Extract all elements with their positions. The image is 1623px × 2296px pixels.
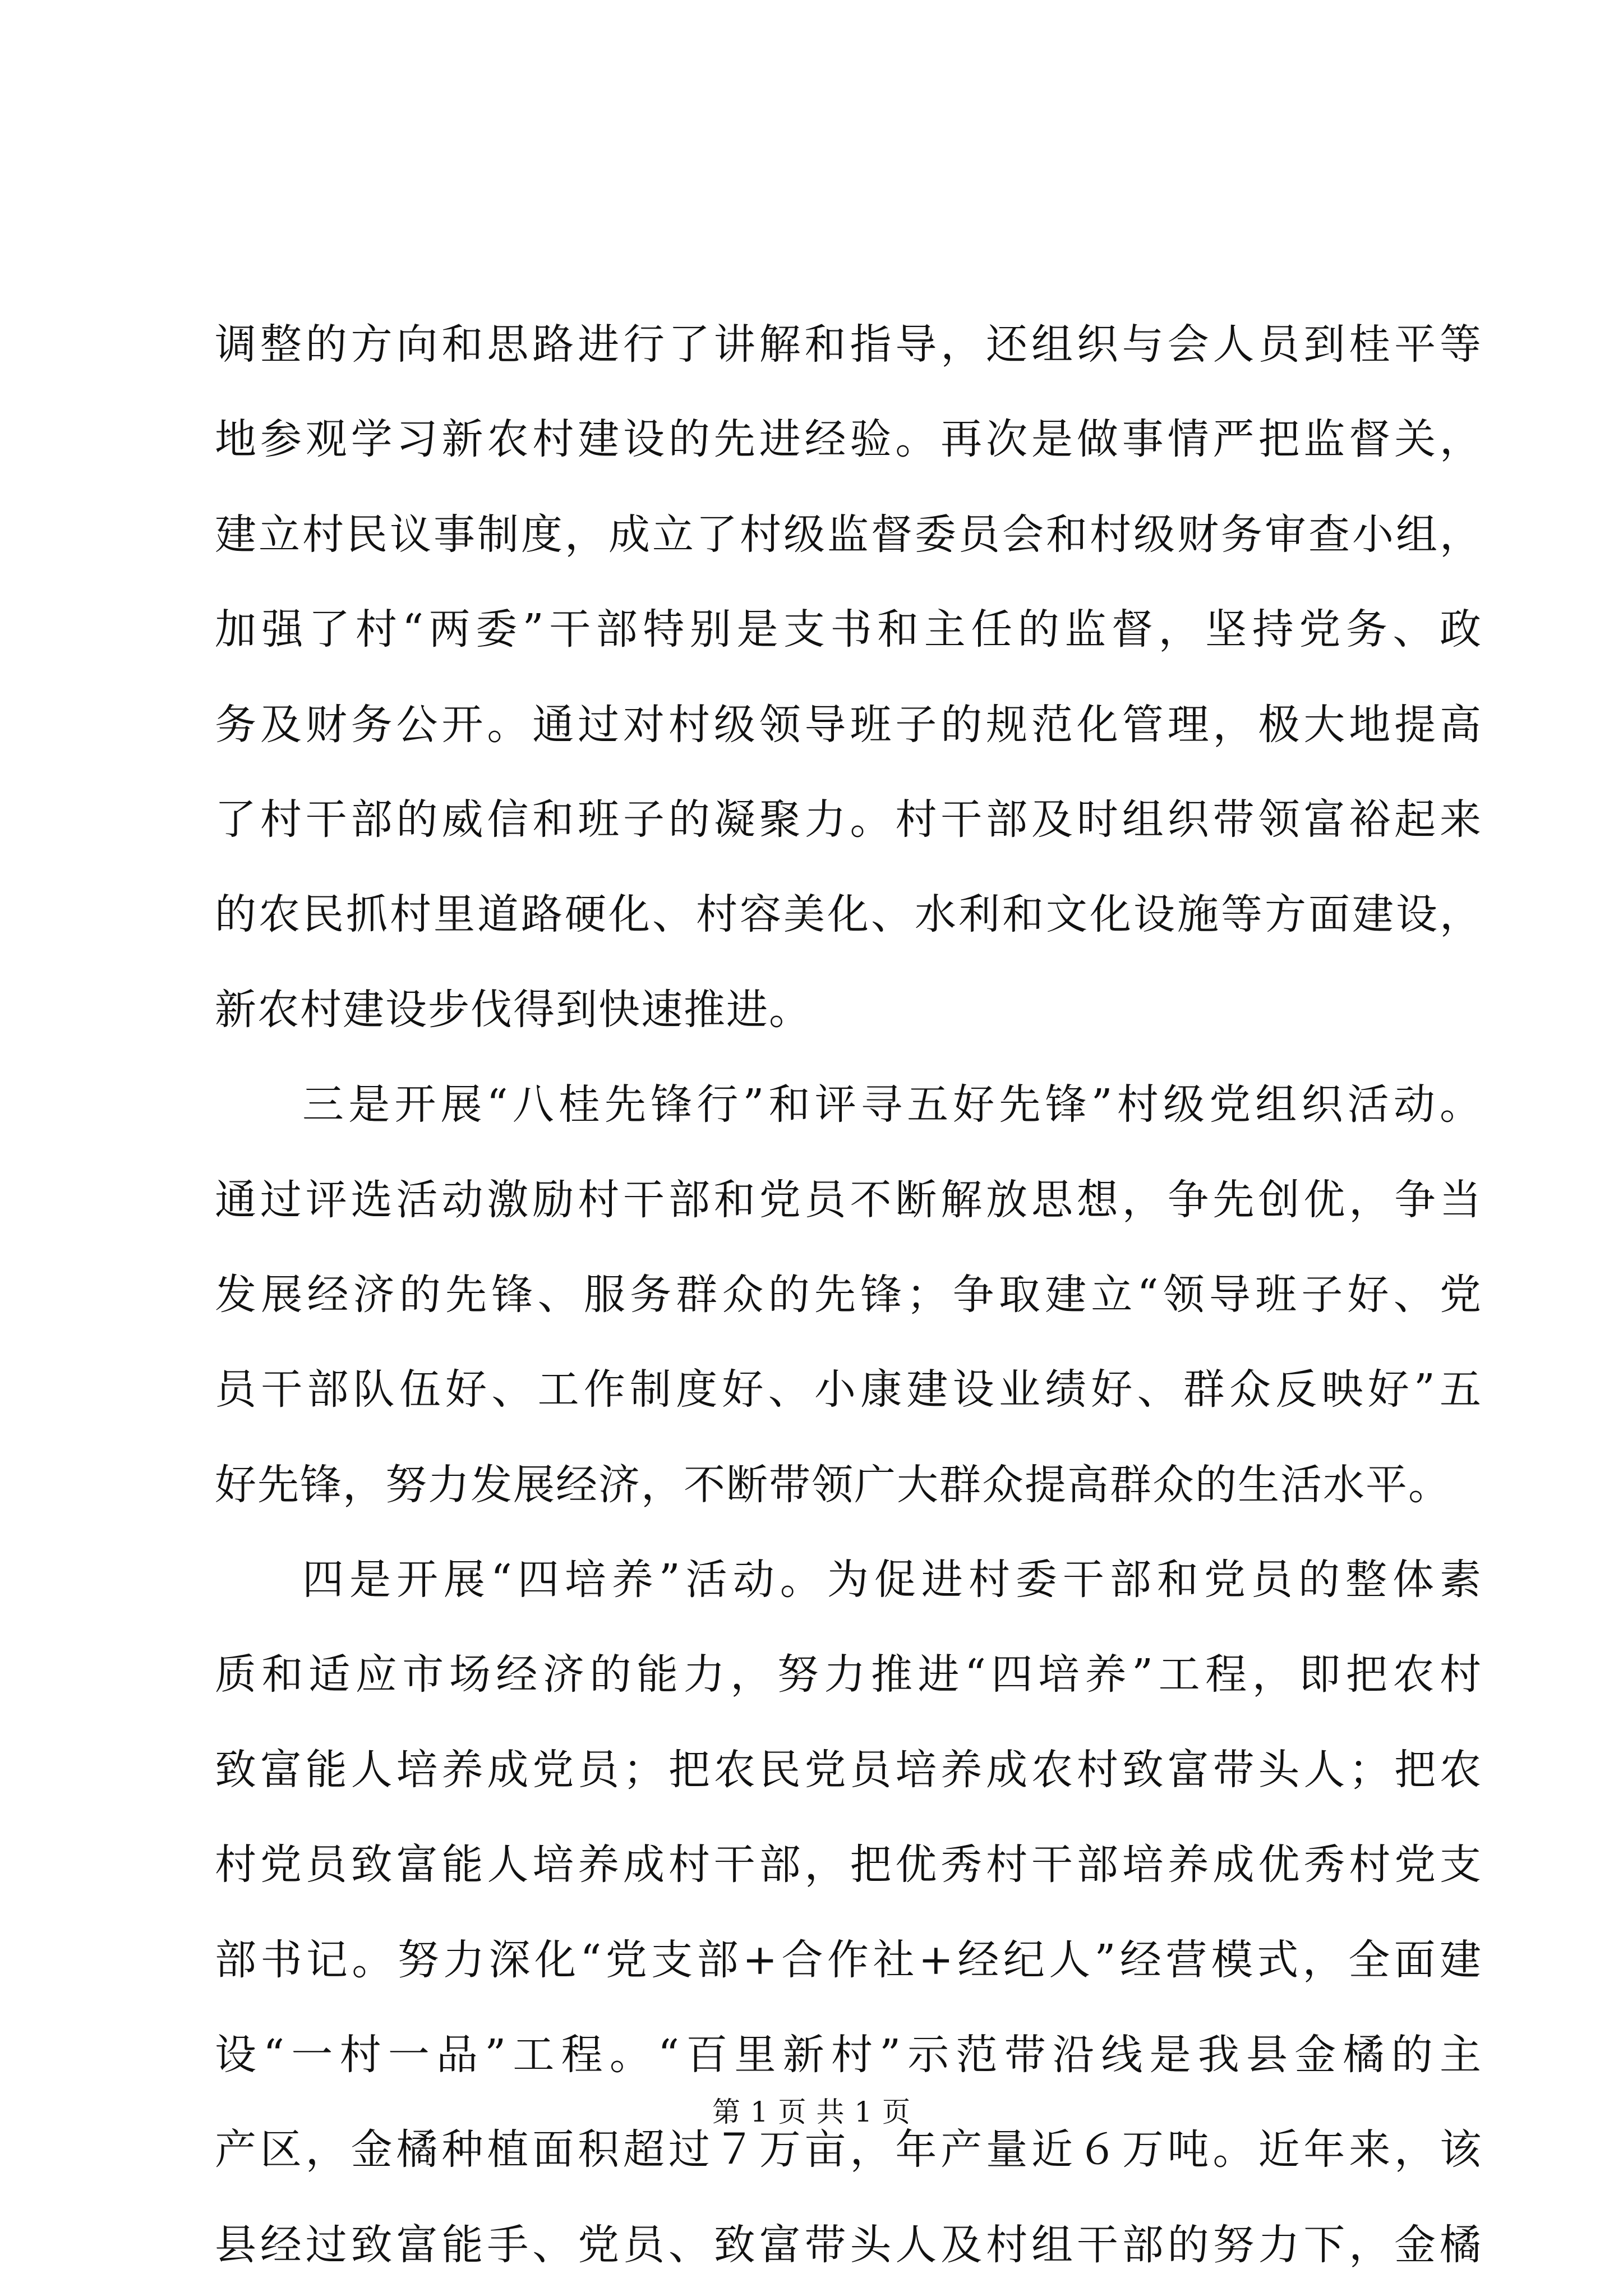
- text-line: 村党员致富能人培养成村干部，把优秀村干部培养成优秀村党支: [215, 1841, 1482, 1889]
- text-line: 通过评选活动激励村干部和党员不断解放思想，争先创优，争当: [215, 1175, 1482, 1224]
- text-line: 员干部队伍好、工作制度好、小康建设业绩好、群众反映好”五: [215, 1365, 1482, 1414]
- document-body: [215, 297, 1482, 2293]
- text-line: 调整的方向和思路进行了讲解和指导，还组织与会人员到桂平等: [215, 320, 1482, 369]
- paragraph-2: [215, 1057, 1482, 1533]
- paragraph-1: [215, 297, 1482, 1057]
- text-line: 发展经济的先锋、服务群众的先锋；争取建立“领导班子好、党: [215, 1270, 1482, 1319]
- text-line: 建立村民议事制度，成立了村级监督委员会和村级财务审查小组，: [215, 510, 1482, 559]
- text-line: 县经过致富能手、党员、致富带头人及村组干部的努力下，金橘: [215, 2220, 1482, 2269]
- text-line: 四是开展“四培养”活动。为促进村委干部和党员的整体素: [302, 1556, 1482, 1604]
- text-line: 产区，金橘种植面积超过７万亩，年产量近６万吨。近年来，该: [215, 2125, 1482, 2174]
- text-line: 了村干部的威信和班子的凝聚力。村干部及时组织带领富裕起来: [215, 795, 1482, 844]
- text-line: 致富能人培养成党员；把农民党员培养成农村致富带头人；把农: [215, 1745, 1482, 1794]
- text-line: 设“一村一品”工程。“百里新村”示范带沿线是我县金橘的主: [215, 2031, 1482, 2079]
- text-line: 的农民抓村里道路硬化、村容美化、水利和文化设施等方面建设，: [215, 890, 1482, 939]
- text-line: 加强了村“两委”干部特别是支书和主任的监督，坚持党务、政: [215, 605, 1482, 654]
- text-line: 部书记。努力深化“党支部+合作社+经纪人”经营模式，全面建: [215, 1935, 1482, 1984]
- text-line: 务及财务公开。通过对村级领导班子的规范化管理，极大地提高: [215, 700, 1482, 749]
- text-line: 质和适应市场经济的能力，努力推进“四培养”工程，即把农村: [215, 1650, 1482, 1699]
- page-number-label: 第 1 页 共 1 页: [712, 2096, 911, 2128]
- text-line: 新农村建设步伐得到快速推进。: [215, 985, 811, 1034]
- paragraph-3: [215, 1533, 1482, 2293]
- text-line: 地参观学习新农村建设的先进经验。再次是做事情严把监督关，: [215, 415, 1482, 464]
- page-footer: [0, 2092, 1623, 2132]
- text-line: 好先锋，努力发展经济，不断带领广大群众提高群众的生活水平。: [215, 1460, 1451, 1509]
- text-line: 三是开展“八桂先锋行”和评寻五好先锋”村级党组织活动。: [302, 1080, 1482, 1129]
